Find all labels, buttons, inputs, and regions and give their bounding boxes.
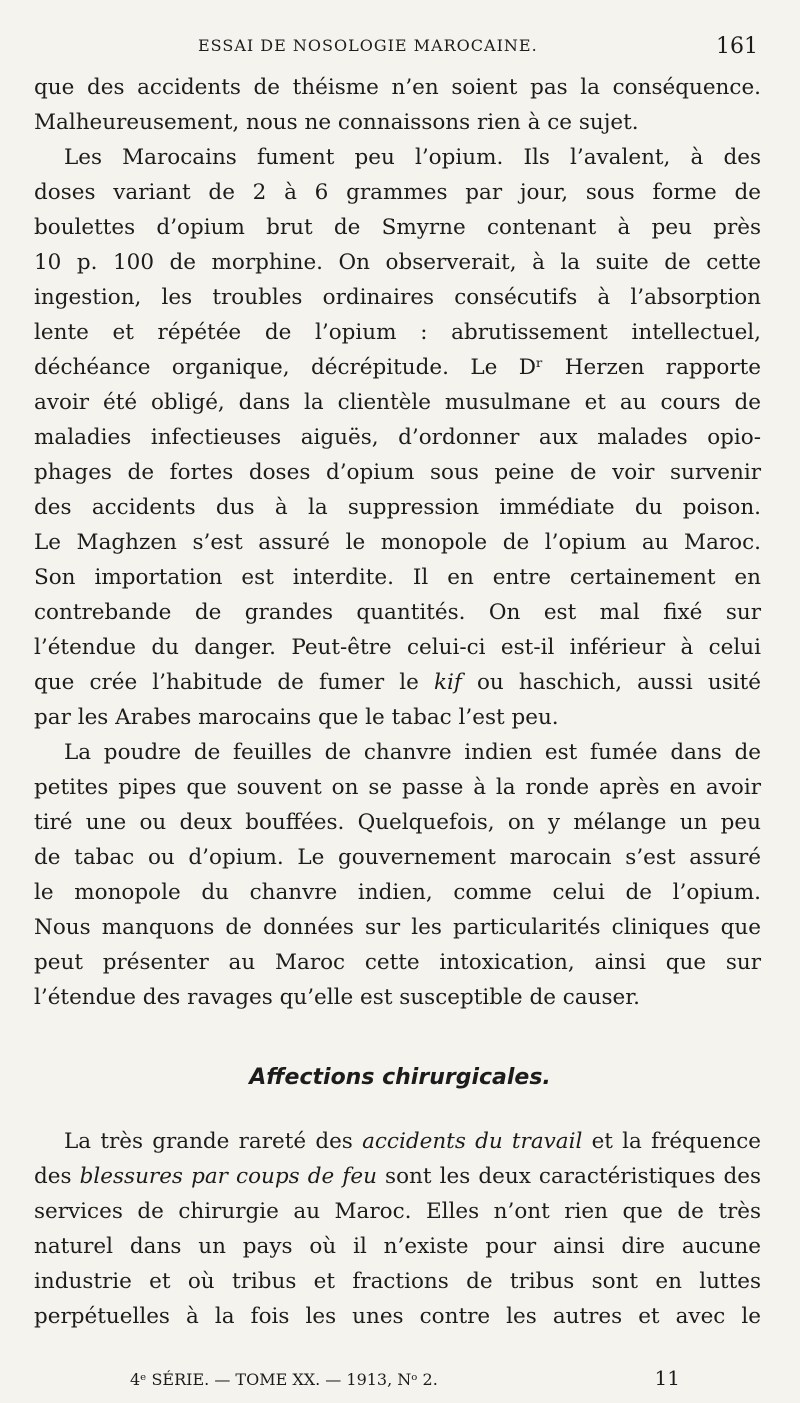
text-line: Son importation est interdite. Il en entre certainement en <box>34 565 761 590</box>
text-line: de tabac ou d’opium. Le gouvernement marocain s’est assuré <box>34 845 761 870</box>
text-line: que des accidents de théisme n’en soient pas la conséquence. <box>34 75 761 100</box>
running-title: ESSAI DE NOSOLOGIE MAROCAINE. <box>198 36 538 55</box>
text-line: lente et répétée de l’opium : abrutissement intellectuel, <box>34 320 761 345</box>
text-line: ingestion, les troubles ordinaires consécutifs à l’absorption <box>34 285 761 310</box>
text-line: des accidents dus à la suppression immédiate du poison. <box>34 495 761 520</box>
text-span: La très grande rareté des <box>64 1129 363 1154</box>
italic-term: kif <box>434 670 462 695</box>
italic-term: blessures par coups de feu <box>79 1164 377 1189</box>
text-span: ou haschich, aussi usité <box>461 670 761 695</box>
section-heading: Affections chirurgicales. <box>249 1065 551 1090</box>
text-line: peut présenter au Maroc cette intoxication, ainsi que sur <box>34 950 761 975</box>
text-line: le monopole du chanvre indien, comme celui de l’opium. <box>34 880 761 905</box>
text-block-1 <box>34 70 761 1015</box>
text-line: 10 p. 100 de morphine. On observerait, à la suite de cette <box>34 250 761 275</box>
text-line: boulettes d’opium brut de Smyrne contenant à peu près <box>34 215 761 240</box>
italic-term: accidents du travail <box>362 1129 583 1154</box>
sheet-signature: 11 <box>654 1366 680 1390</box>
text-line <box>34 665 761 700</box>
text-line: Malheureusement, nous ne connaissons rien à ce sujet. <box>34 110 639 135</box>
text-line <box>34 1124 761 1159</box>
text-line: naturel dans un pays où il n’existe pour ainsi dire aucune <box>34 1234 761 1259</box>
text-line: l’étendue du danger. Peut-être celui-ci est-il inférieur à celui <box>34 635 761 660</box>
text-line: avoir été obligé, dans la clientèle musulmane et au cours de <box>34 390 761 415</box>
text-span: des <box>34 1164 80 1189</box>
text-line: Les Marocains fument peu l’opium. Ils l’avalent, à des <box>64 145 761 170</box>
text-line: par les Arabes marocains que le tabac l’est peu. <box>34 705 559 730</box>
text-line: doses variant de 2 à 6 grammes par jour, sous forme de <box>34 180 761 205</box>
text-line: déchéance organique, décrépitude. Le Dʳ Herzen rapporte <box>34 355 761 380</box>
text-line: services de chirurgie au Maroc. Elles n’ont rien que de très <box>34 1199 761 1224</box>
text-span: sont les deux caractéristiques des <box>376 1164 761 1189</box>
text-line: La poudre de feuilles de chanvre indien est fumée dans de <box>64 740 761 765</box>
running-head <box>38 34 758 62</box>
text-line: Le Maghzen s’est assuré le monopole de l’opium au Maroc. <box>34 530 761 555</box>
text-line: industrie et où tribus et fractions de tribus sont en luttes <box>34 1269 761 1294</box>
text-line: perpétuelles à la fois les unes contre les autres et avec le <box>34 1304 761 1329</box>
page-number: 161 <box>716 34 758 59</box>
text-line: tiré une ou deux bouffées. Quelquefois, on y mélange un peu <box>34 810 761 835</box>
text-block-2 <box>34 1124 761 1334</box>
text-line: l’étendue des ravages qu’elle est susceptible de causer. <box>34 985 640 1010</box>
text-line: contrebande de grandes quantités. On est mal fixé sur <box>34 600 761 625</box>
footer-series: 4ᵉ SÉRIE. — TOME XX. — 1913, Nᵒ 2. <box>130 1370 438 1389</box>
text-line: Nous manquons de données sur les particularités cliniques que <box>34 915 761 940</box>
text-line: petites pipes que souvent on se passe à la ronde après en avoir <box>34 775 761 800</box>
text-span: que crée l’habitude de fumer le <box>34 670 434 695</box>
text-line: phages de fortes doses d’opium sous peine de voir survenir <box>34 460 761 485</box>
text-span: et la fréquence <box>582 1129 761 1154</box>
text-line <box>34 1159 761 1194</box>
text-line: maladies infectieuses aiguës, d’ordonner aux malades opio- <box>34 425 761 450</box>
